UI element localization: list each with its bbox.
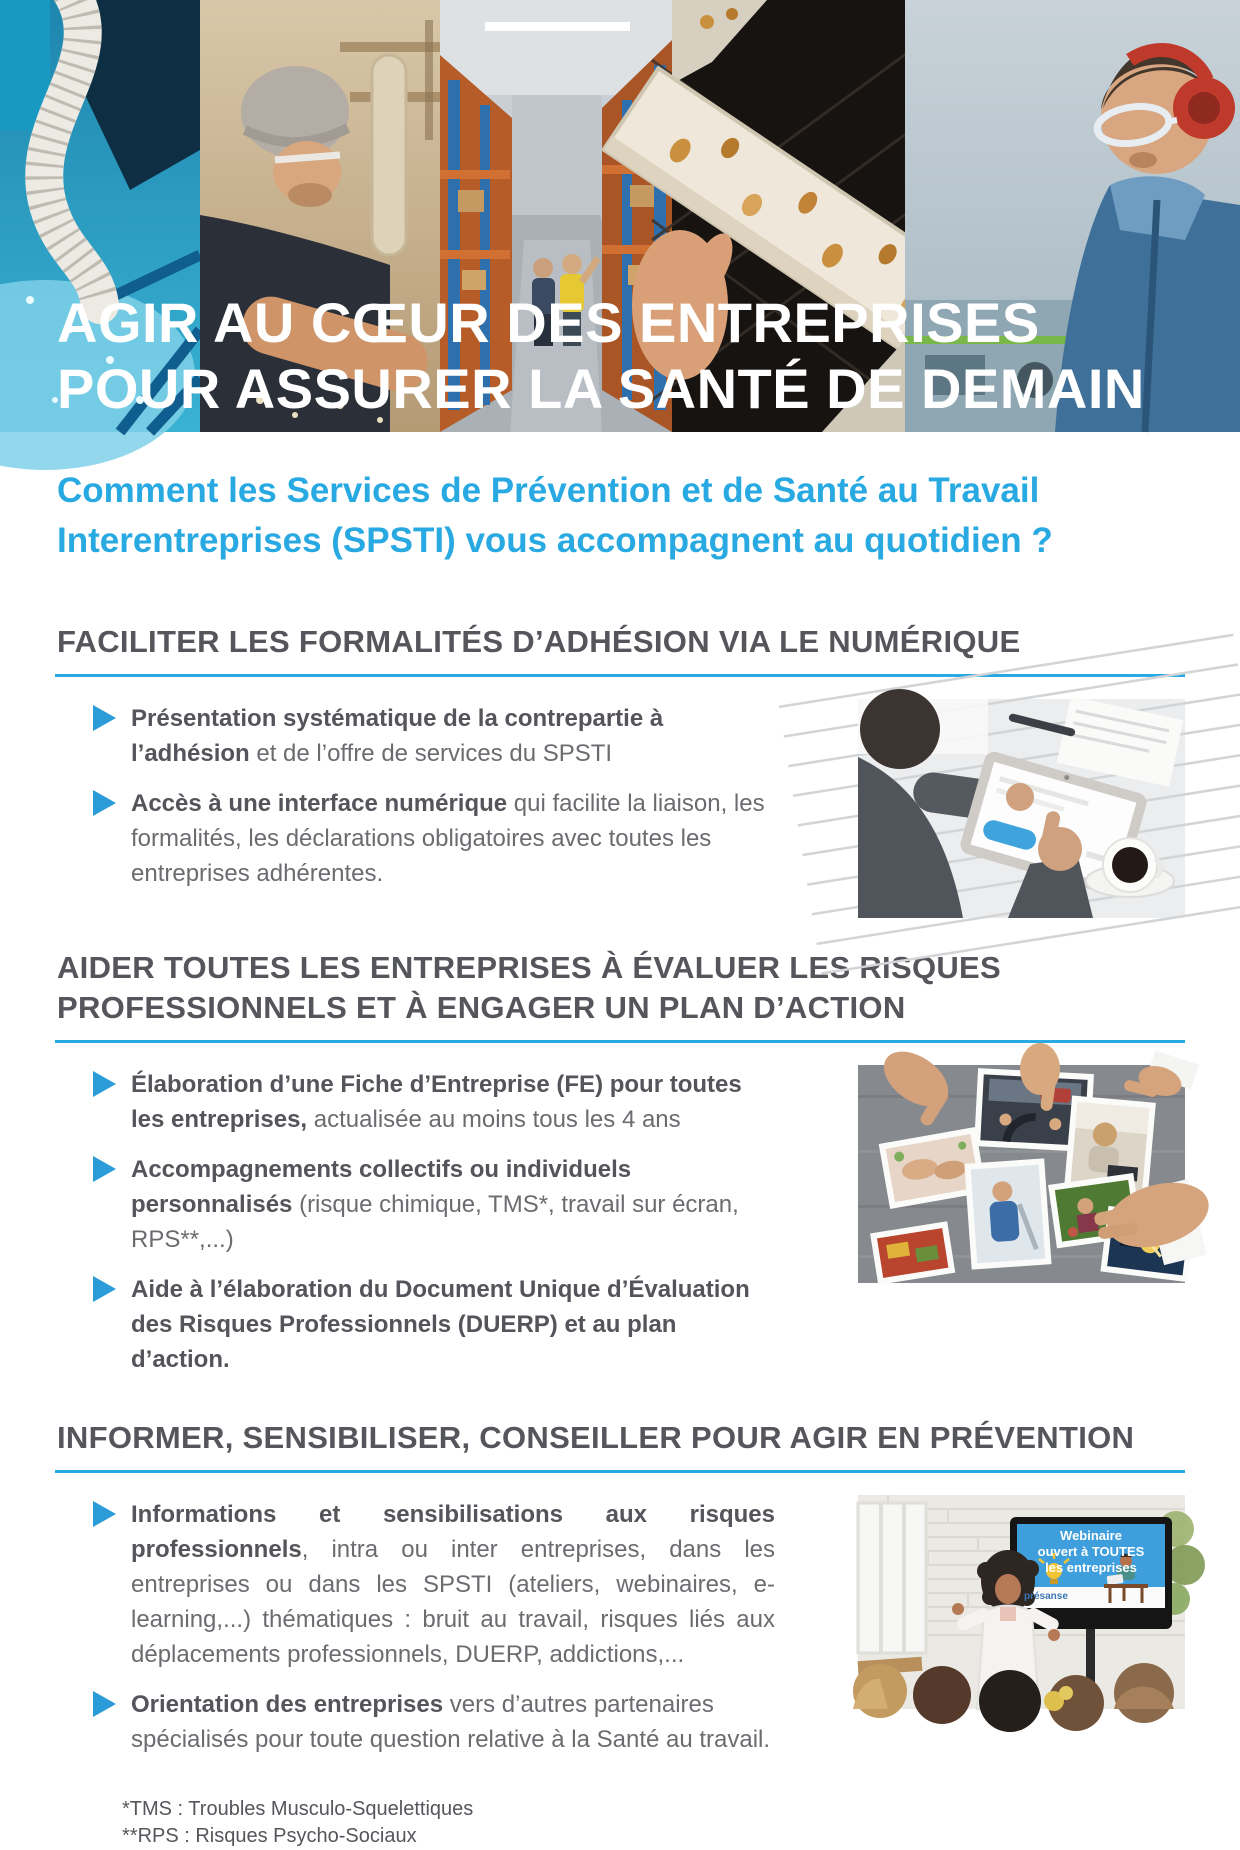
bullet-bold-text: Informations et sensibilisations aux risques professionnels bbox=[131, 1501, 775, 1563]
bullet-rest-text: qui facilite la liaison, les formalités, les déclarations obligatoires avec toutes les entreprises adhérentes. bbox=[131, 790, 765, 887]
webinar-screen-line-3: les entreprises bbox=[1045, 1560, 1137, 1575]
section-heading-informer: INFORMER, SENSIBILISER, CONSEILLER POUR AGIR EN PRÉVENTION bbox=[55, 1418, 1185, 1473]
bullet-rest-text: (risque chimique, TMS*, travail sur écran, RPS**,...) bbox=[131, 1191, 739, 1253]
bullet-arrow-icon bbox=[93, 1501, 116, 1527]
hero-title-line-2: POUR ASSURER LA SANTÉ DE DEMAIN bbox=[57, 357, 1145, 420]
intro-subtitle bbox=[57, 466, 1183, 566]
footnote-rps: **RPS : Risques Psycho-Sociaux bbox=[122, 1825, 417, 1847]
bullet-bold-text: Élaboration d’une Fiche d’Entreprise (FE) pour toutes les entreprises, bbox=[131, 1071, 742, 1133]
webinar-screen-line-1: Webinaire bbox=[1060, 1528, 1122, 1543]
bullet-arrow-icon bbox=[93, 1071, 116, 1097]
bullet-arrow-icon bbox=[93, 790, 116, 816]
bullet-rest-text: actualisée au moins tous les 4 ans bbox=[307, 1106, 681, 1133]
photo-webinar bbox=[858, 1495, 1185, 1709]
section-evaluer-risques bbox=[55, 948, 1185, 1392]
bullet-item bbox=[93, 1497, 775, 1672]
tablet-illustration bbox=[858, 699, 1185, 918]
bullet-rest-text: , intra ou inter entreprises, dans les entreprises ou dans les SPSTI (ateliers, webinaires, e-learning,...) thématiques : bruit au travail, risques liés aux déplacements professionnels, DUERP, addictions,... bbox=[131, 1536, 775, 1668]
bullet-item bbox=[93, 1272, 775, 1377]
photo-job-photos bbox=[858, 1065, 1185, 1283]
job-photos-illustration bbox=[858, 1065, 1185, 1283]
bullet-arrow-icon bbox=[93, 1276, 116, 1302]
webinar-screen-text bbox=[1020, 1528, 1162, 1576]
bullet-item bbox=[93, 1152, 775, 1257]
bullet-arrow-icon bbox=[93, 1156, 116, 1182]
bullet-bold-text: Accompagnements collectifs ou individuels personnalisés bbox=[131, 1156, 632, 1218]
bullet-list-informer bbox=[55, 1495, 775, 1772]
footnote-tms: *TMS : Troubles Musculo-Squelettiques bbox=[122, 1798, 474, 1820]
bullet-bold-text: Présentation systématique de la contrepartie à l’adhésion bbox=[131, 705, 664, 767]
bullet-list-adhesion bbox=[55, 699, 775, 906]
bullet-bold-text: Accès à une interface numérique bbox=[131, 790, 508, 817]
footnotes bbox=[122, 1796, 1240, 1850]
bullet-bold-text: Orientation des entreprises bbox=[131, 1691, 444, 1718]
hero-title bbox=[57, 290, 1145, 422]
hero-photo-strip bbox=[0, 0, 1240, 432]
bullet-arrow-icon bbox=[93, 1691, 116, 1717]
bullet-bold-text: Aide à l’élaboration du Document Unique d’Évaluation des Risques Professionnels (DUERP) et au plan d’action. bbox=[131, 1276, 750, 1373]
section-informer-sensibiliser bbox=[55, 1418, 1185, 1772]
presanse-logo: présanse bbox=[1024, 1591, 1068, 1602]
intro-subtitle-line-1: Comment les Services de Prévention et de Santé au Travail bbox=[57, 471, 1040, 510]
webinar-screen-line-2: ouvert à TOUTES bbox=[1037, 1544, 1145, 1559]
bullet-item bbox=[93, 701, 775, 771]
section-heading-adhesion: FACILITER LES FORMALITÉS D’ADHÉSION VIA LE NUMÉRIQUE bbox=[55, 622, 1185, 677]
bullet-item bbox=[93, 786, 775, 891]
bullet-rest-text: vers d’autres partenaires spécialisés pour toute question relative à la Santé au travail. bbox=[131, 1691, 771, 1753]
hero-title-line-1: AGIR AU CŒUR DES ENTREPRISES bbox=[57, 291, 1040, 354]
bullet-list-risques bbox=[55, 1065, 775, 1392]
intro-subtitle-line-2: Interentreprises (SPSTI) vous accompagnent au quotidien ? bbox=[57, 521, 1053, 560]
bullet-item bbox=[93, 1067, 775, 1137]
section-heading-risques: AIDER TOUTES LES ENTREPRISES À ÉVALUER LES RISQUES PROFESSIONNELS ET À ENGAGER UN PLAN D’ACTION bbox=[55, 948, 1185, 1043]
photo-tablet bbox=[858, 699, 1185, 918]
section-adhesion-numerique bbox=[55, 622, 1185, 918]
bullet-rest-text: et de l’offre de services du SPSTI bbox=[249, 740, 613, 767]
bullet-arrow-icon bbox=[93, 705, 116, 731]
bullet-item bbox=[93, 1687, 775, 1757]
